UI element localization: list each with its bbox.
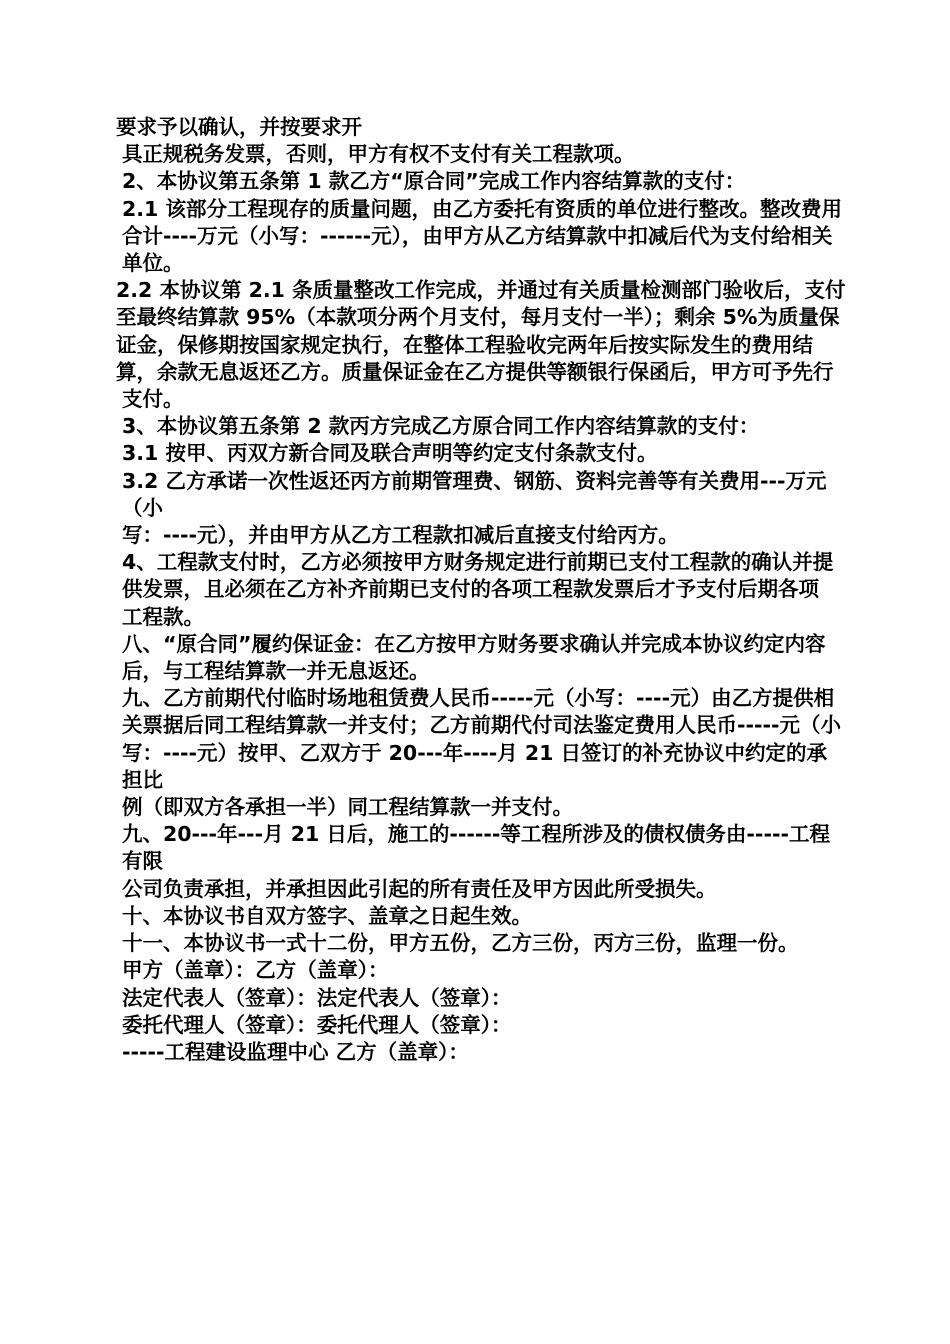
paragraph-19: 公司负责承担，并承担因此引起的所有责任及甲方因此所受损失。 bbox=[122, 876, 717, 901]
paragraph-14: 八、“原合同”履约保证金：在乙方按甲方财务要求确认并完成本协议约定内容 bbox=[122, 631, 826, 656]
paragraph-8: 3、本协议第五条第 2 款丙方完成乙方原合同工作内容结算款的支付： bbox=[122, 414, 760, 439]
paragraph-18: 九、20---年---月 21 日后，施工的------等工程所涉及的债权债务由-----工程有限 bbox=[122, 822, 830, 874]
document-body bbox=[116, 114, 846, 1066]
paragraph-2: 具正规税务发票，否则，甲方有权不支付有关工程款项。 bbox=[122, 142, 635, 167]
paragraph-13: 工程款。 bbox=[122, 604, 204, 629]
signature-line-agent: 委托代理人（签章）：委托代理人（签章）： bbox=[122, 1012, 512, 1037]
paragraph-17: 例（即双方各承担一半）同工程结算款一并支付。 bbox=[122, 795, 573, 820]
paragraph-12: 4、工程款支付时，乙方必须按甲方财务规定进行前期已支付工程款的确认并提供发票，且必须在乙方补齐前期已支付的各项工程款发票后才予支付后期各项 bbox=[122, 550, 834, 602]
paragraph-9: 3.1 按甲、丙双方新合同及联合声明等约定支付条款支付。 bbox=[122, 441, 658, 466]
paragraph-3: 2、本协议第五条第 1 款乙方“原合同”完成工作内容结算款的支付： bbox=[122, 169, 746, 194]
paragraph-10: 3.2 乙方承诺一次性返还丙方前期管理费、钢筋、资料完善等有关费用---万元（小 bbox=[122, 468, 827, 520]
paragraph-1: 要求予以确认，并按要求开 bbox=[116, 115, 362, 139]
paragraph-6: 2.2 本协议第 2.1 条质量整改工作完成，并通过有关质量检测部门验收后，支付至最终结算款 95%（本款项分两个月支付，每月支付一半）；剩余 5%为质量保证金，保修期按国家规定执行，在整体工程验收完两年后按实际发生的费用结算，余款无息返还乙方。质量保证金在乙方提供等额银行保函后，甲方可予先行 bbox=[116, 278, 846, 384]
paragraph-5: 单位。 bbox=[122, 251, 184, 276]
paragraph-4: 2.1 该部分工程现存的质量问题，由乙方委托有资质的单位进行整改。整改费用合计----万元（小写：------元），由甲方从乙方结算款中扣减后代为支付给相关 bbox=[122, 196, 842, 248]
signature-line-supervisor: -----工程建设监理中心 乙方（盖章）： bbox=[122, 1039, 469, 1064]
paragraph-20: 十、本协议书自双方签字、盖章之日起生效。 bbox=[122, 903, 532, 928]
paragraph-21: 十一、本协议书一式十二份，甲方五份，乙方三份，丙方三份，监理一份。 bbox=[122, 931, 799, 956]
signature-line-legal-rep: 法定代表人（签章）：法定代表人（签章）： bbox=[122, 985, 512, 1010]
signature-line-party-a-b: 甲方（盖章）：乙方（盖章）： bbox=[122, 958, 389, 983]
paragraph-16: 九、乙方前期代付临时场地租赁费人民币-----元（小写：----元）由乙方提供相关票据后同工程结算款一并支付；乙方前期代付司法鉴定费用人民币-----元（小写：----元）按甲、乙双方于 20---年----月 21 日签订的补充协议中约定的承担比 bbox=[122, 686, 842, 792]
paragraph-15: 后，与工程结算款一并无息返还。 bbox=[122, 659, 430, 684]
paragraph-7: 支付。 bbox=[122, 387, 184, 412]
paragraph-11: 写：----元），并由甲方从乙方工程款扣减后直接支付给丙方。 bbox=[122, 523, 679, 548]
